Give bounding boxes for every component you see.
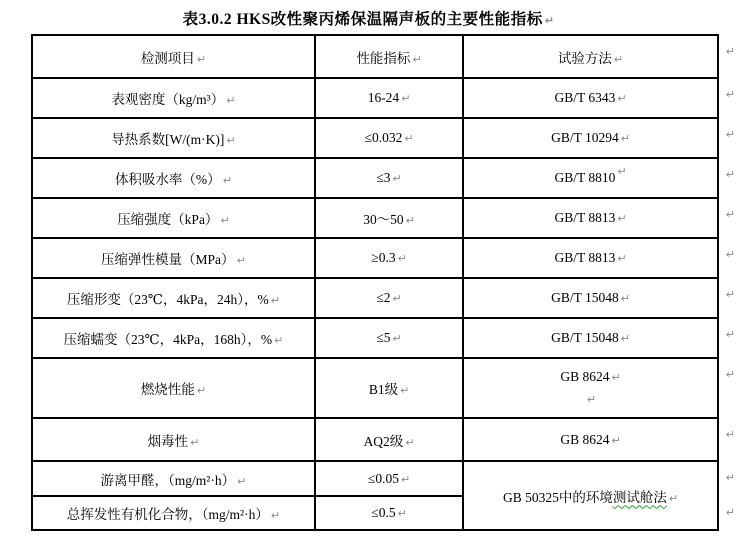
paragraph-mark-icon: ↵ <box>620 332 630 345</box>
paragraph-mark-icon: ↵ <box>412 52 422 66</box>
paragraph-mark-icon: ↵ <box>270 294 280 307</box>
paragraph-mark-icon: ↵ <box>404 132 414 145</box>
cell-item: 压缩弹性模量（MPa） ↵ <box>32 238 315 278</box>
table-row <box>32 278 736 318</box>
cell-method: GB/T 15048 ↵ <box>463 318 718 358</box>
paragraph-mark-icon: ↵ <box>226 94 236 107</box>
paragraph-mark-icon: ↵ <box>270 509 281 522</box>
end-of-row-mark-icon: ↵ <box>725 506 735 519</box>
header-method: 试验方法 ↵ <box>463 35 718 78</box>
end-of-row-gutter <box>718 78 736 118</box>
cell-value: B1级 ↵ <box>315 358 463 418</box>
paragraph-mark-icon: ↵ <box>617 252 627 265</box>
paragraph-mark-icon: ↵ <box>544 14 555 27</box>
end-of-row-gutter <box>718 278 736 318</box>
end-of-row-gutter <box>718 238 736 278</box>
cell-item: 压缩强度（kPa） ↵ <box>32 198 315 238</box>
end-of-row-mark-icon: ↵ <box>725 288 735 301</box>
header-value: 性能指标 ↵ <box>315 35 463 78</box>
table-header-row <box>32 35 736 78</box>
table-row <box>32 318 736 358</box>
paragraph-mark-icon: ↵ <box>617 92 627 105</box>
paragraph-mark-icon: ↵ <box>274 334 284 347</box>
method-line-1: GB 8624 ↵ <box>560 369 621 384</box>
paragraph-mark-icon: ↵ <box>400 472 411 486</box>
cell-value: 30～50 ↵ <box>315 198 463 238</box>
end-of-row-gutter <box>718 198 736 238</box>
paragraph-mark-icon: ↵ <box>190 435 200 449</box>
end-of-row-gutter <box>718 461 736 496</box>
table-title <box>0 7 737 29</box>
paragraph-mark-icon: ↵ <box>222 174 232 187</box>
paragraph-mark-icon: ↵ <box>196 52 207 66</box>
table-row <box>32 238 736 278</box>
paragraph-mark-icon: ↵ <box>196 384 207 397</box>
cell-value: AQ2级 ↵ <box>315 418 463 461</box>
end-of-row-gutter <box>718 418 736 461</box>
cell-method: GB/T 8813 ↵ <box>463 198 718 238</box>
cell-item: 导热系数[W/(m·K)] ↵ <box>32 118 315 158</box>
cell-value: ≤0.032 ↵ <box>315 118 463 158</box>
paragraph-mark-icon: ↵ <box>400 384 410 397</box>
cell-item: 压缩蠕变（23℃，4kPa，168h），% ↵ <box>32 318 315 358</box>
table-row <box>32 358 736 418</box>
paragraph-mark-icon: ↵ <box>226 134 236 147</box>
cell-item: 燃烧性能 ↵ <box>32 358 315 418</box>
table-title-text: 表3.0.2 HKS改性聚丙烯保温隔声板的主要性能指标 <box>182 11 543 28</box>
paragraph-mark-icon: ↵ <box>668 491 679 505</box>
table-row <box>32 461 736 496</box>
cell-method: GB/T 8810 ↵ <box>463 158 718 198</box>
end-of-row-gutter <box>718 318 736 358</box>
cell-value: ≤2 ↵ <box>315 278 463 318</box>
paragraph-mark-icon: ↵ <box>220 214 230 227</box>
paragraph-mark-icon: ↵ <box>611 433 621 447</box>
document-page <box>0 7 737 552</box>
paragraph-mark-icon: ↵ <box>611 371 621 384</box>
end-of-row-mark-icon: ↵ <box>725 168 735 181</box>
end-of-row-mark-icon: ↵ <box>725 368 735 381</box>
cell-value: ≤0.5 ↵ <box>315 496 463 530</box>
end-of-row-mark-icon: ↵ <box>725 88 735 101</box>
paragraph-mark-icon: ↵ <box>397 252 407 265</box>
paragraph-mark-icon: ↵ <box>237 474 247 488</box>
end-of-row-mark-icon: ↵ <box>725 471 735 484</box>
paragraph-mark-icon: ↵ <box>392 332 402 345</box>
paragraph-mark-icon: ↵ <box>392 172 402 185</box>
table-row <box>32 198 736 238</box>
paragraph-mark-icon: ↵ <box>586 393 597 406</box>
cell-method: GB 8624 ↵ <box>463 418 718 461</box>
paragraph-mark-icon: ↵ <box>405 214 415 227</box>
paragraph-mark-icon: ↵ <box>392 292 402 305</box>
paragraph-mark-icon: ↵ <box>617 165 627 178</box>
cell-value: ≤0.05 ↵ <box>315 461 463 496</box>
cell-method: GB/T 15048 ↵ <box>463 278 718 318</box>
paragraph-mark-icon: ↵ <box>236 254 246 267</box>
table-row <box>32 78 736 118</box>
paragraph-mark-icon: ↵ <box>617 212 627 225</box>
cell-item: 表观密度（kg/m³） ↵ <box>32 78 315 118</box>
end-of-row-gutter <box>718 496 736 530</box>
end-of-row-mark-icon: ↵ <box>725 128 735 141</box>
end-of-row-gutter <box>718 35 736 78</box>
end-of-row-mark-icon: ↵ <box>725 208 735 221</box>
cell-method: GB/T 8813 ↵ <box>463 238 718 278</box>
performance-table <box>31 34 737 531</box>
end-of-row-mark-icon: ↵ <box>725 428 735 441</box>
spellcheck-underlined-text: 测试舱法 <box>612 489 667 505</box>
cell-item: 压缩形变（23℃，4kPa，24h），% ↵ <box>32 278 315 318</box>
paragraph-mark-icon: ↵ <box>620 132 630 145</box>
cell-method: GB/T 6343 ↵ <box>463 78 718 118</box>
cell-item: 游离甲醛，（mg/m²·h） ↵ <box>32 461 315 496</box>
paragraph-mark-icon: ↵ <box>620 292 630 305</box>
method-line-2 <box>467 391 714 407</box>
end-of-row-gutter <box>718 358 736 418</box>
end-of-row-mark-icon: ↵ <box>725 45 735 58</box>
paragraph-mark-icon: ↵ <box>405 435 415 449</box>
paragraph-mark-icon: ↵ <box>613 52 624 66</box>
table-row <box>32 158 736 198</box>
paragraph-mark-icon: ↵ <box>401 92 411 105</box>
cell-item: 烟毒性 ↵ <box>32 418 315 461</box>
cell-method: GB/T 10294 ↵ <box>463 118 718 158</box>
end-of-row-mark-icon: ↵ <box>725 248 735 261</box>
end-of-row-gutter <box>718 118 736 158</box>
end-of-row-mark-icon: ↵ <box>725 328 735 341</box>
cell-item: 体积吸水率（%） ↵ <box>32 158 315 198</box>
table-row <box>32 418 736 461</box>
table-row <box>32 118 736 158</box>
cell-method <box>463 358 718 418</box>
cell-value: ≤5 ↵ <box>315 318 463 358</box>
cell-item: 总挥发性有机化合物，（mg/m²·h） ↵ <box>32 496 315 530</box>
paragraph-mark-icon: ↵ <box>397 507 407 520</box>
header-item: 检测项目 ↵ <box>32 35 315 78</box>
cell-value: ≥0.3 ↵ <box>315 238 463 278</box>
cell-value: ≤3 ↵ <box>315 158 463 198</box>
cell-value: 16-24 ↵ <box>315 78 463 118</box>
cell-method-merged: GB 50325中的环境测试舱法 ↵ <box>463 461 718 530</box>
end-of-row-gutter <box>718 158 736 198</box>
